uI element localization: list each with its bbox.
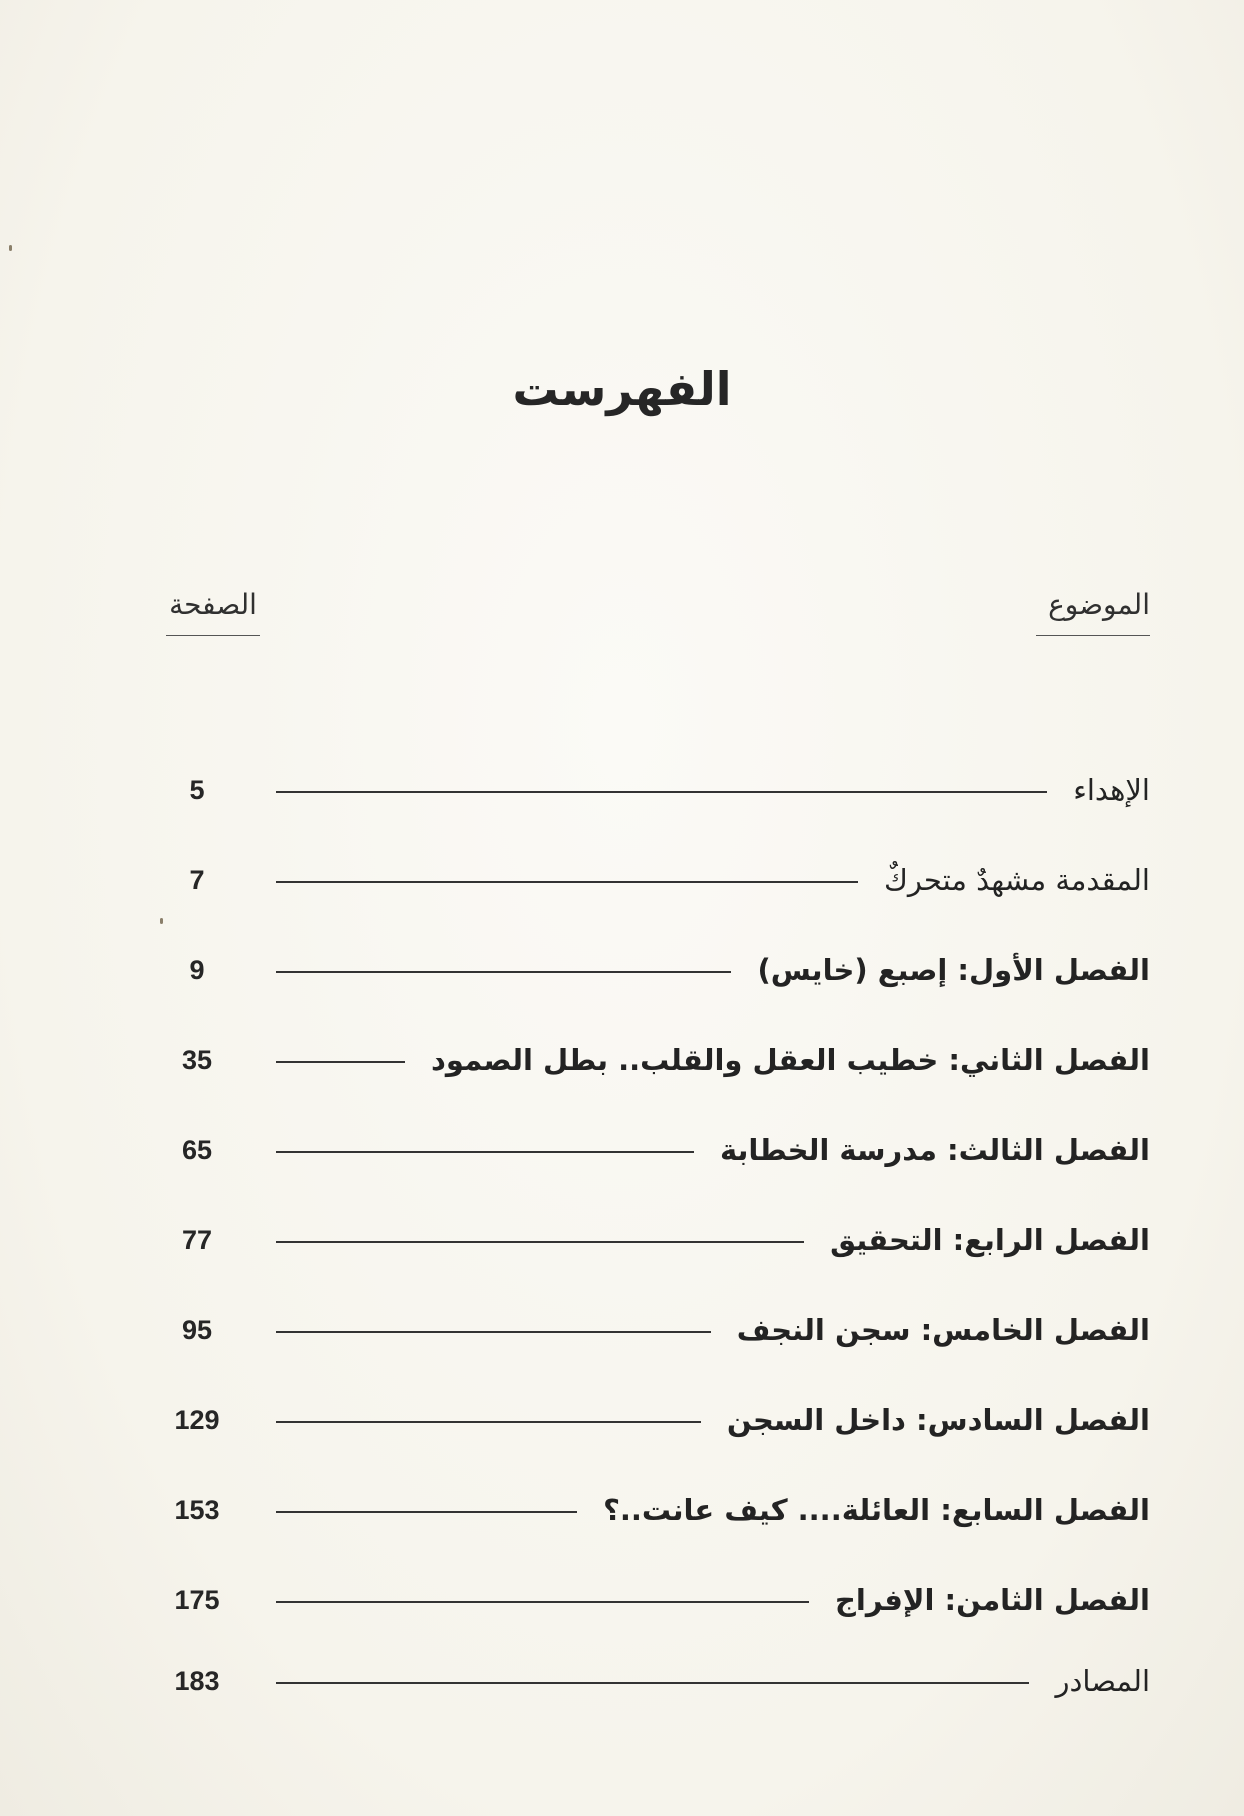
page-header-underline: [166, 635, 260, 636]
toc-row: [160, 1195, 1150, 1285]
toc-row: [160, 1375, 1150, 1465]
paper-speck: [9, 245, 12, 251]
leader-line: [276, 971, 731, 973]
toc-row: [160, 1015, 1150, 1105]
toc-page-number: 175: [174, 1584, 220, 1615]
toc-entry-title: الفصل الثاني: خطيب العقل والقلب.. بطل الصمود: [431, 1043, 1150, 1077]
toc-row: [160, 1645, 1150, 1717]
leader-line: [276, 1601, 809, 1603]
toc-page-number: 183: [174, 1665, 220, 1696]
topic-column-header: [1036, 588, 1150, 636]
toc-page-number: 129: [174, 1404, 220, 1435]
toc-entry-title: الفصل الأول: إصبع (خايس): [757, 953, 1150, 987]
topic-header-underline: [1036, 635, 1150, 636]
toc-page-number: 5: [189, 774, 205, 805]
toc-row: [160, 925, 1150, 1015]
toc-entry-title: الفصل السابع: العائلة.... كيف عانت..؟: [603, 1493, 1150, 1527]
leader-line: [276, 1511, 577, 1513]
leader-line: [276, 881, 858, 883]
toc-page-number: 65: [181, 1134, 213, 1165]
table-of-contents: [160, 745, 1150, 1717]
toc-row: [160, 1465, 1150, 1555]
toc-page-number: 77: [181, 1224, 213, 1255]
page-title: الفهرست: [512, 362, 732, 416]
page-header-label: الصفحة: [169, 588, 257, 621]
toc-row: [160, 1105, 1150, 1195]
toc-page-number: 9: [189, 954, 205, 985]
toc-entry-title: الفصل الثالث: مدرسة الخطابة: [719, 1133, 1150, 1167]
page-column-header: [166, 588, 260, 636]
toc-entry-title: المصادر: [1055, 1664, 1150, 1698]
paper-speck: [160, 918, 163, 924]
toc-entry-title: الفصل الرابع: التحقيق: [830, 1223, 1150, 1257]
leader-line: [276, 1241, 804, 1243]
toc-page-number: 35: [181, 1044, 213, 1075]
leader-line: [276, 1061, 405, 1063]
leader-line: [276, 791, 1047, 793]
toc-row: [160, 835, 1150, 925]
toc-page-number: 153: [174, 1494, 220, 1525]
leader-line: [276, 1331, 711, 1333]
leader-line: [276, 1151, 694, 1153]
topic-header-label: الموضوع: [1048, 588, 1150, 621]
toc-page-number: 7: [189, 864, 205, 895]
toc-row: [160, 1285, 1150, 1375]
toc-entry-title: الفصل السادس: داخل السجن: [726, 1403, 1150, 1437]
toc-entry-title: المقدمة مشهدٌ متحركٌ: [884, 863, 1150, 897]
toc-row: [160, 745, 1150, 835]
toc-entry-title: الفصل الخامس: سجن النجف: [736, 1313, 1150, 1347]
leader-line: [276, 1682, 1029, 1684]
leader-line: [276, 1421, 701, 1423]
toc-entry-title: الفصل الثامن: الإفراج: [835, 1583, 1150, 1617]
toc-row: [160, 1555, 1150, 1645]
toc-entry-title: الإهداء: [1073, 773, 1150, 807]
toc-page-number: 95: [181, 1314, 213, 1345]
